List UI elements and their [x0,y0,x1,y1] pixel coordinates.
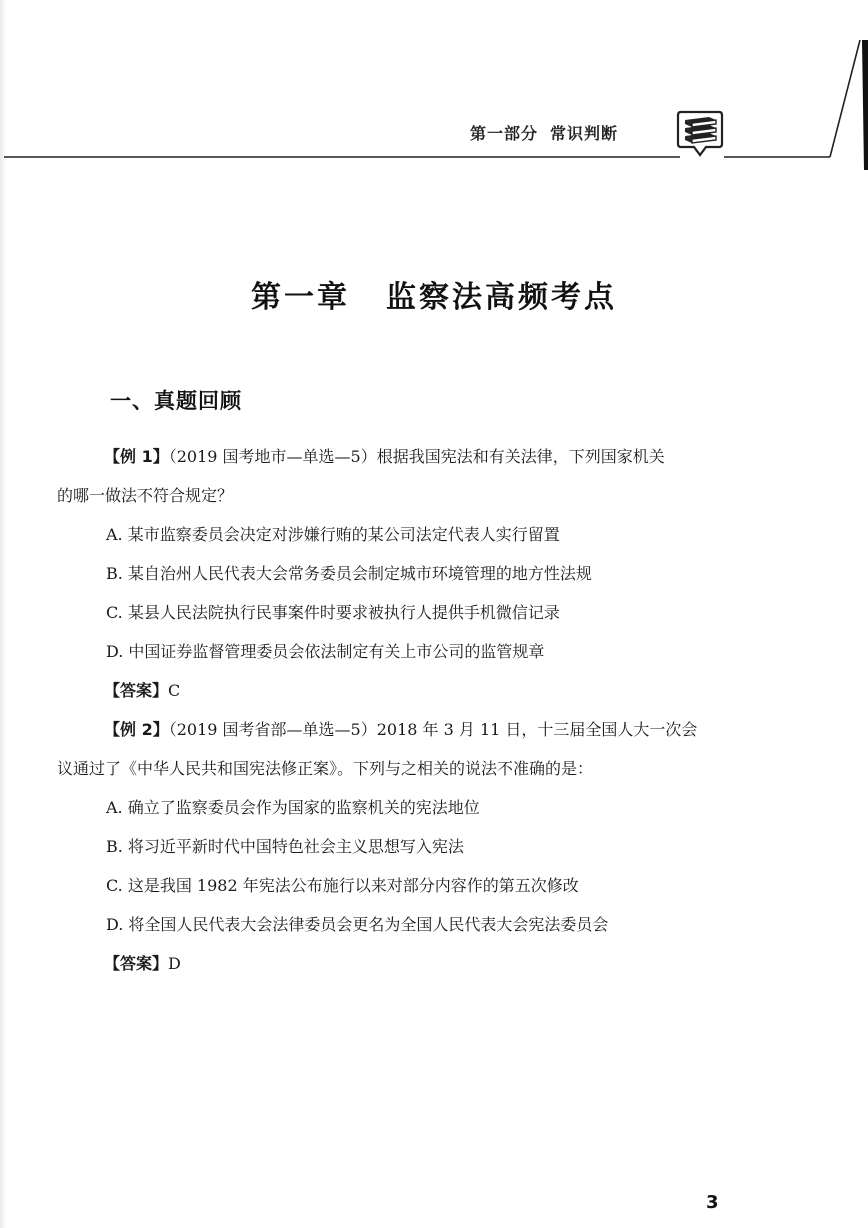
example-2-option-b: B. 将习近平新时代中国特色社会主义思想写入宪法 [106,837,464,856]
example-1-answer [104,671,744,710]
example-2-answer-label: 【答案】 [104,954,169,973]
chapter-title [0,272,868,316]
example-1-stem-line2: 的哪一做法不符合规定？ [57,486,234,505]
example-1-answer-label: 【答案】 [104,681,169,700]
example-2-stem-line1: （2019 国考省部—单选—5）2018 年 3 月 11 日，十三届全国人大一次会 [168,720,698,739]
example-2-answer-value: D [168,954,181,973]
example-2-stem [104,710,744,749]
header-title [470,121,670,144]
page-number: 3 [706,1192,719,1213]
page-edge-shadow [0,0,6,1228]
example-2-tag: 【例 2】 [104,720,169,739]
header-subject: 常识判断 [550,124,619,143]
example-1-option-d: D. 中国证券监督管理委员会依法制定有关上市公司的监管规章 [106,642,545,661]
example-2-option-d: D. 将全国人民代表大会法律委员会更名为全国人民代表大会宪法委员会 [106,915,609,934]
example-1-option-a: A. 某市监察委员会决定对涉嫌行贿的某公司法定代表人实行留置 [106,525,560,544]
header-part: 第一部分 [470,124,539,143]
example-1-stem-line1: （2019 国考地市—单选—5）根据我国宪法和有关法律，下列国家机关 [168,447,665,466]
example-1-option-b: B. 某自治州人民代表大会常务委员会制定城市环境管理的地方性法规 [106,564,592,583]
example-2-option-c: C. 这是我国 1982 年宪法公布施行以来对部分内容作的第五次修改 [106,876,579,895]
header-rule [4,150,864,180]
example-1-stem [104,437,744,476]
example-1-tag: 【例 1】 [104,447,169,466]
running-header [0,0,868,175]
section-heading: 一、真题回顾 [110,389,242,413]
example-1-option-c: C. 某县人民法院执行民事案件时要求被执行人提供手机微信记录 [106,603,560,622]
chapter-number: 第一章 [251,280,350,315]
example-2-answer [104,944,744,983]
example-1-answer-value: C [168,681,181,700]
question-list [57,437,744,983]
page-corner-mark [820,40,868,170]
example-2-stem-line2: 议通过了《中华人民共和国宪法修正案》。下列与之相关的说法不准确的是： [57,759,594,778]
chapter-name: 监察法高频考点 [386,280,617,315]
example-2-option-a: A. 确立了监察委员会作为国家的监察机关的宪法地位 [106,798,480,817]
